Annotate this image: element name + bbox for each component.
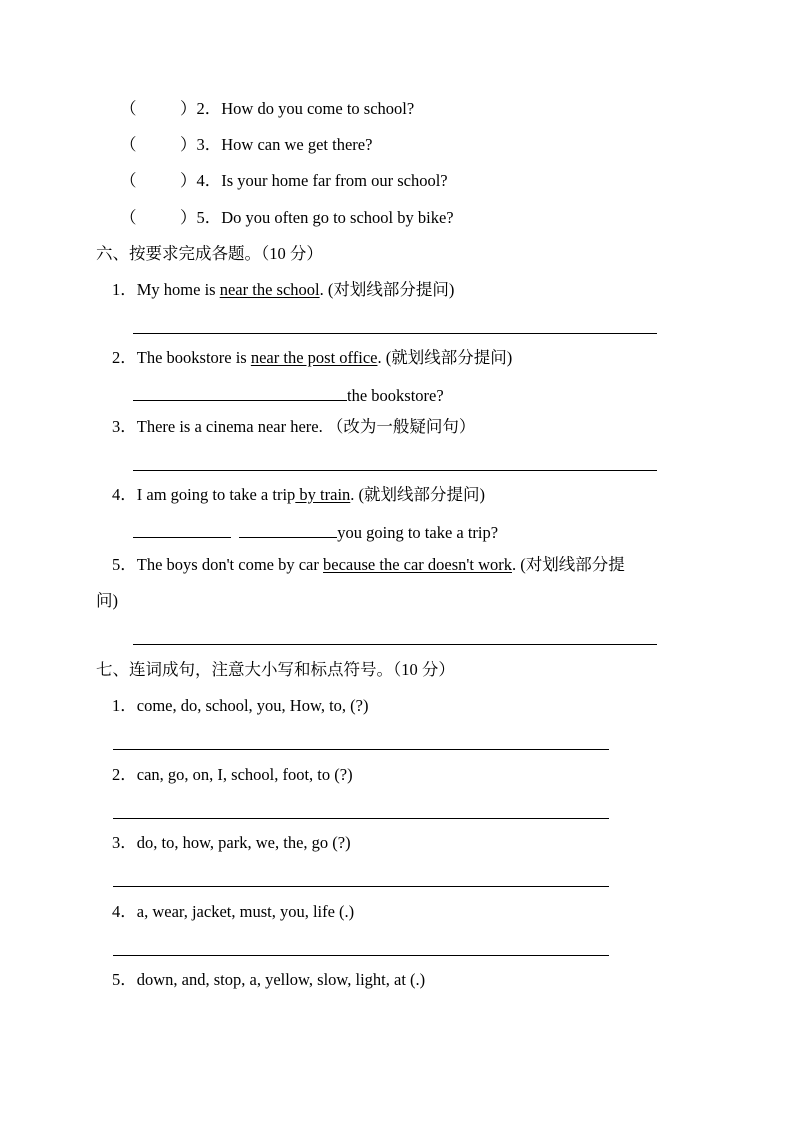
underlined-phrase: by train	[295, 485, 351, 504]
item-text: Do you often go to school by bike?	[221, 208, 454, 227]
match-item-2	[120, 99, 414, 119]
s6-question-5	[112, 555, 625, 575]
underlined-phrase: because the car doesn't work	[323, 555, 512, 574]
answer-line-s6-3[interactable]	[133, 470, 657, 471]
question-text: The boys don't come by car	[136, 555, 324, 574]
item-number: 2．	[112, 765, 137, 784]
s6-question-5-wrap: 问)	[96, 591, 118, 610]
section6-heading: 六、按要求完成各题。（10 分）	[96, 244, 323, 263]
question-text: The bookstore is	[136, 348, 251, 367]
open-paren: （	[120, 171, 137, 190]
question-number: 4．	[112, 485, 137, 504]
word-list: a, wear, jacket, must, you, life (.)	[136, 902, 355, 921]
item-number: 4．	[196, 171, 222, 190]
s6-question-2	[112, 348, 512, 368]
item-text: How do you come to school?	[221, 99, 415, 118]
question-number: 2．	[112, 348, 137, 367]
question-text: There is a cinema near here. （改为一般疑问句）	[136, 417, 476, 436]
match-item-4	[120, 171, 448, 191]
s7-item-1	[112, 696, 368, 716]
answer-line-s6-1[interactable]	[133, 333, 657, 334]
word-list: down, and, stop, a, yellow, slow, light, at (.)	[136, 970, 426, 989]
close-paren: ）	[180, 171, 197, 190]
item-text: How can we get there?	[221, 135, 373, 154]
answer-line-s7-2[interactable]	[113, 818, 609, 819]
match-item-5	[120, 208, 454, 228]
s6-question-4	[112, 485, 485, 505]
open-paren: （	[120, 135, 137, 154]
question-instruction: . (对划线部分提问)	[319, 280, 455, 299]
answer-blank-1[interactable]	[133, 521, 231, 538]
question-number: 3．	[112, 417, 137, 436]
s6-answer-4	[133, 521, 498, 543]
word-list: can, go, on, I, school, foot, to (?)	[136, 765, 353, 784]
match-item-3	[120, 135, 372, 155]
item-number: 4．	[112, 902, 137, 921]
question-instruction: . (就划线部分提问)	[377, 348, 513, 367]
s7-item-5	[112, 970, 425, 990]
s6-answer-2	[133, 384, 444, 406]
question-number: 1．	[112, 280, 137, 299]
open-paren: （	[120, 208, 137, 227]
s7-item-3	[112, 833, 351, 853]
question-instruction: . (对划线部分提	[512, 555, 625, 574]
item-number: 3．	[112, 833, 137, 852]
answer-line-s7-3[interactable]	[113, 886, 609, 887]
item-number: 2．	[196, 99, 222, 118]
s6-question-1	[112, 280, 454, 300]
open-paren: （	[120, 99, 137, 118]
answer-line-s6-5[interactable]	[133, 644, 657, 645]
word-list: do, to, how, park, we, the, go (?)	[136, 833, 351, 852]
answer-line-s7-4[interactable]	[113, 955, 609, 956]
s7-item-2	[112, 765, 353, 785]
answer-suffix: you going to take a trip?	[337, 523, 499, 542]
item-number: 5．	[112, 970, 137, 989]
close-paren: ）	[180, 135, 197, 154]
item-number: 1．	[112, 696, 137, 715]
answer-blank[interactable]	[133, 384, 347, 401]
close-paren: ）	[180, 208, 197, 227]
item-text: Is your home far from our school?	[221, 171, 448, 190]
answer-suffix: the bookstore?	[347, 386, 444, 405]
underlined-phrase: near the post office	[250, 348, 378, 367]
item-number: 3．	[196, 135, 222, 154]
word-list: come, do, school, you, How, to, (?)	[136, 696, 369, 715]
question-number: 5．	[112, 555, 137, 574]
underlined-phrase: near the school	[219, 280, 320, 299]
item-number: 5．	[196, 208, 222, 227]
answer-blank-2[interactable]	[239, 521, 337, 538]
question-instruction: . (就划线部分提问)	[350, 485, 486, 504]
close-paren: ）	[180, 99, 197, 118]
question-text: I am going to take a trip	[136, 485, 296, 504]
question-text: My home is	[136, 280, 220, 299]
answer-line-s7-1[interactable]	[113, 749, 609, 750]
s7-item-4	[112, 902, 354, 922]
section7-heading: 七、连词成句，注意大小写和标点符号。（10 分）	[96, 660, 455, 679]
s6-question-3	[112, 417, 475, 437]
